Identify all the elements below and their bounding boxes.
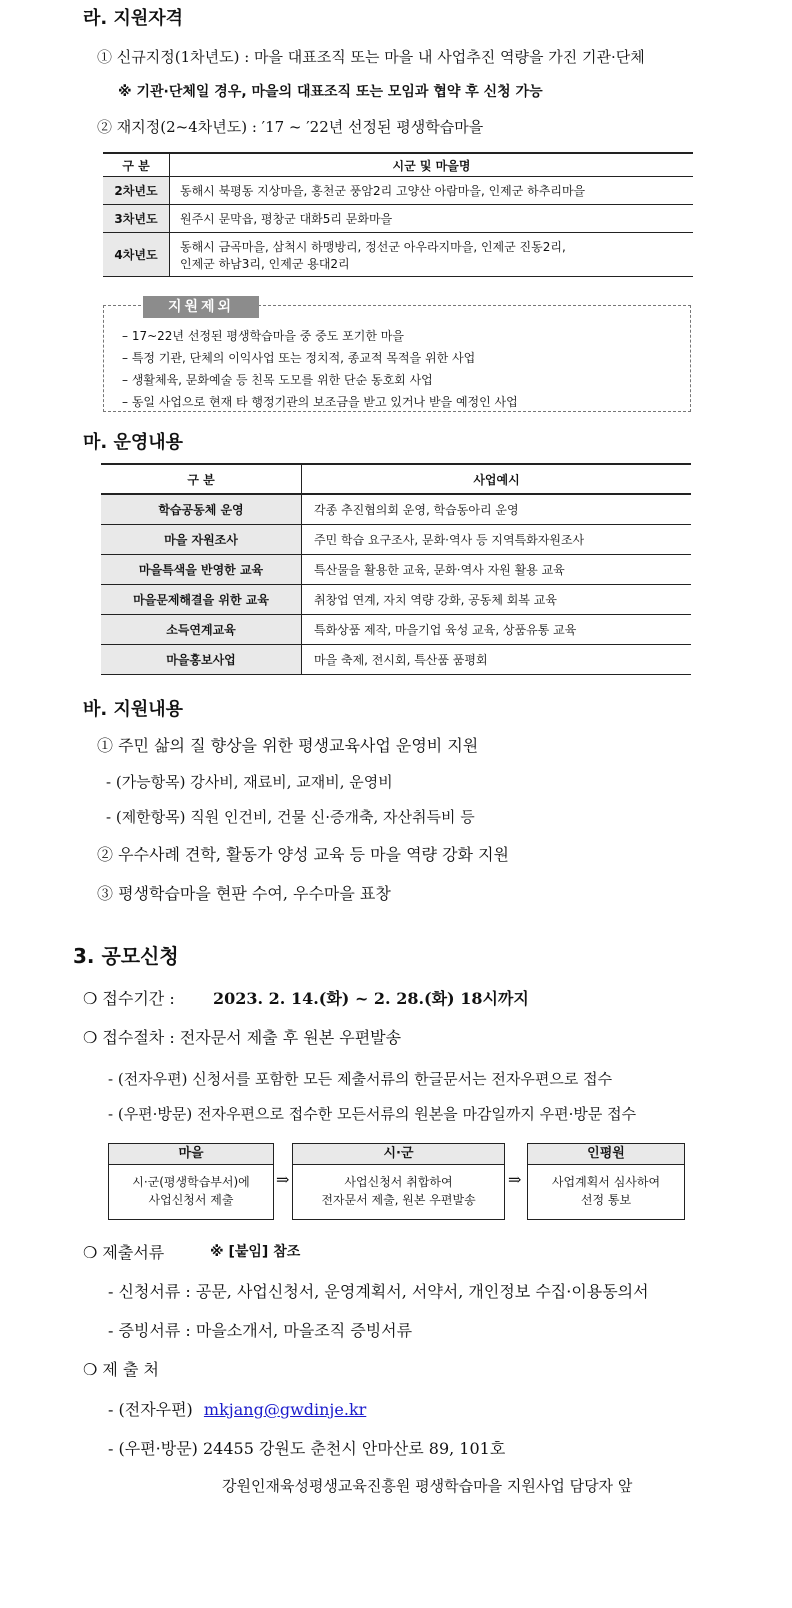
table-cell-value: 특화상품 제작, 마을기업 육성 교육, 상품유통 교육 — [302, 615, 692, 645]
table-header: 구 분 — [103, 153, 170, 177]
support-subitem: - (제한항목) 직원 인건비, 건물 신·증개축, 자산취득비 등 — [106, 808, 475, 826]
table-row — [101, 494, 691, 525]
table-cell-value: 원주시 문막읍, 평창군 대화5리 문화마을 — [170, 205, 694, 233]
section-title-application: 3. 공모신청 — [73, 944, 179, 968]
flow-box-text: 사업신청서 취합하여 — [344, 1175, 453, 1189]
table-cell-key: 학습공동체 운영 — [101, 494, 302, 525]
submit-post: - (우편·방문) 24455 강원도 춘천시 안마산로 89, 101호 — [108, 1439, 506, 1458]
exclusion-label: 지원제외 — [143, 296, 259, 318]
flow-box-text: 선정 통보 — [580, 1193, 632, 1207]
section-title-eligibility: 라. 지원자격 — [83, 8, 184, 29]
table-cell-key: 4차년도 — [103, 233, 170, 277]
support-item: ③ 평생학습마을 현판 수여, 우수마을 표창 — [97, 884, 391, 903]
table-cell-key: 마을특색을 반영한 교육 — [101, 555, 302, 585]
docs-label: ❍ 제출서류 — [83, 1243, 165, 1262]
procedure-line: ❍ 접수절차 : 전자문서 제출 후 원본 우편발송 — [83, 1028, 402, 1047]
flow-box-text: 사업계획서 심사하여 — [551, 1175, 661, 1189]
support-item: ① 주민 삶의 질 향상을 위한 평생교육사업 운영비 지원 — [97, 736, 479, 755]
flow-arrow: ⇒ — [276, 1170, 290, 1189]
flow-box-title: 시·군 — [293, 1144, 504, 1165]
table-row — [103, 233, 693, 277]
eligibility-note: ※ 기관·단체일 경우, 마을의 대표조직 또는 모임과 협약 후 신청 가능 — [118, 84, 543, 100]
eligibility-item-renew: ② 재지정(2~4차년도) : ′17 ~ ′22년 선정된 평생학습마을 — [97, 118, 484, 136]
submit-email — [108, 1397, 366, 1420]
table-header-row — [103, 153, 693, 177]
period-value: 2023. 2. 14.(화) ~ 2. 28.(화) 18시까지 — [213, 989, 529, 1008]
table-cell-key: 마을 자원조사 — [101, 525, 302, 555]
table-cell-key: 2차년도 — [103, 177, 170, 205]
table-cell-value — [170, 233, 694, 277]
docs-note: ※ [붙임] 참조 — [210, 1244, 301, 1260]
support-item: ② 우수사례 견학, 활동가 양성 교육 등 마을 역량 강화 지원 — [97, 845, 509, 864]
eligibility-item-new: ① 신규지정(1차년도) : 마을 대표조직 또는 마을 내 사업추진 역량을 가진 기관·단체 — [97, 48, 645, 66]
table-cell-value: 주민 학습 요구조사, 문화·역사 등 지역특화자원조사 — [302, 525, 692, 555]
flow-box-county — [292, 1143, 505, 1220]
email-link[interactable]: mkjang@gwdinje.kr — [203, 1400, 367, 1419]
table-cell-value: 마을 축제, 전시회, 특산품 품평회 — [302, 645, 692, 675]
submit-email-prefix: - (전자우편) — [108, 1400, 193, 1419]
exclusion-item: – 특정 기관, 단체의 이익사업 또는 정치적, 종교적 목적을 위한 사업 — [122, 351, 476, 365]
exclusion-item: – 17~22년 선정된 평생학습마을 중 중도 포기한 마을 — [122, 329, 404, 343]
procedure-post: - (우편·방문) 전자우편으로 접수한 모든서류의 원본을 마감일까지 우편·방문 접수 — [108, 1105, 637, 1123]
docs-application: - 신청서류 : 공문, 사업신청서, 운영계획서, 서약서, 개인정보 수집·이용동의서 — [108, 1282, 649, 1301]
section-title-support: 바. 지원내용 — [83, 699, 184, 720]
exclusion-item: – 생활체육, 문화예술 등 친목 도모를 위한 단순 동호회 사업 — [122, 373, 433, 387]
table-row — [101, 555, 691, 585]
procedure-email: - (전자우편) 신청서를 포함한 모든 제출서류의 한글문서는 전자우편으로 접수 — [108, 1070, 613, 1088]
support-subitem: - (가능항목) 강사비, 재료비, 교재비, 운영비 — [106, 773, 393, 791]
table-cell-line: 인제군 하남3리, 인제군 용대2리 — [180, 256, 350, 271]
table-row — [101, 615, 691, 645]
submit-label: ❍ 제 출 처 — [83, 1360, 159, 1379]
flow-box-text: 시·군(평생학습부서)에 — [132, 1175, 250, 1189]
table-header: 구 분 — [101, 464, 302, 494]
table-header: 사업예시 — [302, 464, 692, 494]
section-title-operations: 마. 운영내용 — [83, 432, 184, 453]
flow-box-text: 전자문서 제출, 원본 우편발송 — [321, 1193, 476, 1207]
table-cell-line: 동해시 금곡마을, 삼척시 하맹방리, 정선군 아우라지마을, 인제군 진동2리, — [180, 239, 566, 254]
table-row — [101, 585, 691, 615]
flow-box-text: 사업신청서 제출 — [148, 1193, 234, 1207]
table-row — [103, 177, 693, 205]
table-row — [103, 205, 693, 233]
renewal-villages-table — [103, 152, 693, 277]
flow-box-institute — [527, 1143, 685, 1220]
docs-evidence: - 증빙서류 : 마을소개서, 마을조직 증빙서류 — [108, 1321, 413, 1340]
table-cell-value: 동해시 북평동 지상마을, 홍천군 풍암2리 고양산 아람마을, 인제군 하추리마을 — [170, 177, 694, 205]
flow-arrow: ⇒ — [508, 1170, 522, 1189]
exclusion-item: – 동일 사업으로 현재 타 행정기관의 보조금을 받고 있거나 받을 예정인 사업 — [122, 395, 518, 409]
operations-table — [101, 463, 691, 675]
table-header: 시군 및 마을명 — [170, 153, 694, 177]
period-label: ❍ 접수기간 : — [83, 989, 175, 1008]
flow-box-title: 인평원 — [528, 1144, 684, 1165]
table-cell-value: 특산물을 활용한 교육, 문화·역사 자원 활용 교육 — [302, 555, 692, 585]
table-cell-key: 소득연계교육 — [101, 615, 302, 645]
flow-box-title: 마을 — [109, 1144, 273, 1165]
table-cell-value: 취창업 연계, 자치 역량 강화, 공동체 회복 교육 — [302, 585, 692, 615]
table-row — [101, 525, 691, 555]
recipient-line: 강원인재육성평생교육진흥원 평생학습마을 지원사업 담당자 앞 — [222, 1477, 633, 1495]
table-cell-key: 마을문제해결을 위한 교육 — [101, 585, 302, 615]
flow-box-village — [108, 1143, 274, 1220]
table-cell-key: 마을홍보사업 — [101, 645, 302, 675]
table-cell-key: 3차년도 — [103, 205, 170, 233]
table-row — [101, 645, 691, 675]
table-cell-value: 각종 추진협의회 운영, 학습동아리 운영 — [302, 494, 692, 525]
table-header-row — [101, 464, 691, 494]
